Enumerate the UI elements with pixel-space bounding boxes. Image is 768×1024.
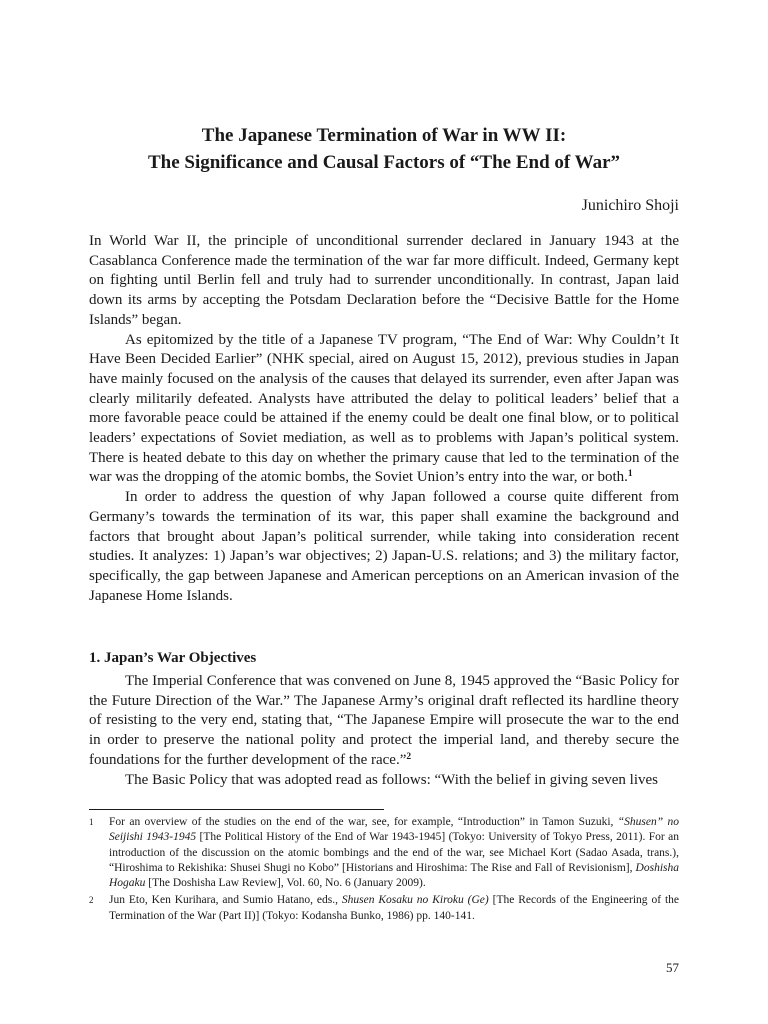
footnote-text: For an overview of the studies on the end of the war, see, for example, “Introduction” in Tamon Suzuki, “Shusen” no Seijishi 1943-1945 [The Political History of the End of War 1943-1945] (Tokyo: University of Tokyo Press, 2011). For an introduction of the discussion on the atomic bombings and the end of the war, see Michael Kort (Sadao Asada, trans.), “Hiroshima to Rekishika: Shusei Shugi no Kobo” [Historians and Hiroshima: The Rise and Fall of Revisionism], Doshisha Hogaku [The Doshisha Law Review], Vol. 60, No. 6 (January 2009). — [109, 816, 680, 890]
section-paragraph-1: The Imperial Conference that was convened on June 8, 1945 approved the “Basic Policy for the Future Direction of the War.” The Japanese Army’s original draft reflected its hardline theory of resisting to the very end, stating that, “The Japanese Empire will prosecute the war to the end in order to preserve the national polity and protect the imperial land, and thereby secure the foundations for the further development of the race.”$^2$ — [89, 673, 679, 768]
intro-paragraph-1: In World War II, the principle of unconditional surrender declared in January 1943 at the Casablanca Conference made the termination of the war far more difficult. Indeed, Germany kept on fighting until Berlin fell and truly had to surrender unconditionally. In contrast, Japan laid down its arms by accepting the Potsdam Declaration before the “Decisive Battle for the Home Islands” began. — [89, 233, 679, 328]
footnote-ref-1[interactable]: 1 — [627, 469, 633, 480]
footnote-number: 1 — [89, 817, 94, 827]
footnote-title-italic: “Shusen” no Seijishi 1943-1945 — [109, 816, 680, 844]
footnote-1 — [89, 815, 679, 891]
footnote-2 — [89, 893, 679, 924]
paper-title — [89, 122, 679, 176]
intro-paragraph-3: In order to address the question of why Japan followed a course quite different from Germany’s towards the termination of its war, this paper shall examine the background and factors that brought about Japan’s political surrender, while taking into consideration recent studies. It analyzes: 1) Japan’s war objectives; 2) Japan-U.S. relations; and 3) the military factor, specifically, the gap between Japanese and American perceptions on an American invasion of the Japanese Home Islands. — [89, 489, 679, 604]
intro-paragraph-2: As epitomized by the title of a Japanese TV program, “The End of War: Why Couldn’t It Have Been Decided Earlier” (NHK special, aired on August 15, 2012), previous studies in Japan have mainly focused on the analysis of the causes that delayed its surrender, even after Japan was clearly militarily defeated. Analysts have attributed the delay to political leaders’ belief that a more favorable peace could be attained if the enemy could be dealt one final blow, or to political leaders’ expectations of Soviet mediation, as well as to problems with Japan’s political system. There is heated debate to this day on whether the primary cause that led to the termination of the war was the dropping of the atomic bombs, the Soviet Union’s entry into the war, or both.$^1$ — [89, 331, 679, 486]
footnote-journal-italic: Doshisha Hogaku — [109, 861, 679, 890]
footnote-text: Jun Eto, Ken Kurihara, and Sumio Hatano, eds., Shusen Kosaku no Kiroku (Ge) [The Records of the Engineering of the Termination of the War (Part II)] (Tokyo: Kodansha Bunko, 1986) pp. 140-141. — [109, 894, 679, 922]
author-name: Junichiro Shoji — [581, 197, 679, 214]
footnote-number: 2 — [89, 895, 94, 906]
title-line-1: The Japanese Termination of War in WW II: — [201, 125, 567, 146]
footnotes — [89, 815, 679, 926]
introduction-body — [89, 232, 679, 606]
page-number: 57 — [666, 960, 679, 975]
footnote-title-italic: Shusen Kosaku no Kiroku (Ge) — [341, 894, 489, 907]
footnote-divider — [89, 809, 384, 810]
section-paragraph-2: The Basic Policy that was adopted read as follows: “With the belief in giving seven lives — [125, 771, 659, 788]
section-1-body — [89, 672, 679, 790]
title-line-2: The Significance and Causal Factors of “The End of War” — [147, 152, 621, 173]
document-page — [89, 0, 679, 1024]
footnote-ref-2[interactable]: 2 — [406, 751, 412, 762]
section-heading: 1. Japan’s War Objectives — [89, 650, 257, 666]
